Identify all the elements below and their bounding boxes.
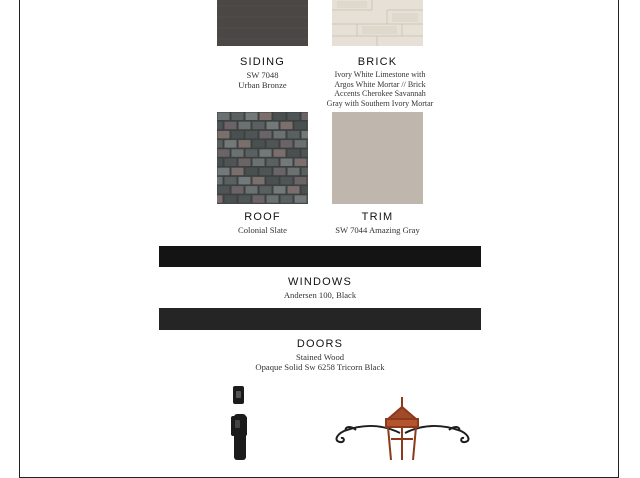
- shingle: [287, 130, 300, 139]
- shingle: [231, 112, 244, 121]
- brick-caption-line: Ivory White Limestone with: [334, 70, 426, 79]
- shingle: [231, 130, 244, 139]
- shingle: [273, 112, 286, 121]
- shingle: [294, 121, 307, 130]
- shingle: [217, 167, 230, 176]
- shingle: [238, 176, 251, 185]
- brick-caption: [300, 70, 460, 108]
- shingle: [231, 149, 244, 158]
- shingle: [245, 130, 258, 139]
- shingle: [287, 149, 300, 158]
- shingle: [245, 112, 258, 121]
- shingle: [238, 158, 251, 167]
- shingle: [224, 140, 237, 149]
- shingle: [259, 149, 272, 158]
- shingle: [301, 149, 308, 158]
- shingle: [245, 167, 258, 176]
- siding-texture: [217, 0, 308, 46]
- shingle: [238, 140, 251, 149]
- shingle: [266, 195, 279, 204]
- siding-caption-line: Urban Bronze: [238, 80, 287, 90]
- shingle: [259, 167, 272, 176]
- trim-caption-line: SW 7044 Amazing Gray: [335, 225, 420, 235]
- shingle: [273, 130, 286, 139]
- shingle: [217, 195, 223, 204]
- shingle: [245, 186, 258, 195]
- shingle: [259, 112, 272, 121]
- shingle: [217, 130, 230, 139]
- roof-title: ROOF: [244, 211, 281, 223]
- roof-caption-line: Colonial Slate: [238, 225, 287, 235]
- shingle: [301, 112, 308, 121]
- shingle: [266, 176, 279, 185]
- shingle: [217, 176, 223, 185]
- shingle: [224, 158, 237, 167]
- roof-swatch: [217, 112, 308, 204]
- shingle: [252, 195, 265, 204]
- shingle: [280, 121, 293, 130]
- shingle: [252, 176, 265, 185]
- shingle: [217, 186, 230, 195]
- shingle: [273, 186, 286, 195]
- shingle: [259, 186, 272, 195]
- brick-caption-line: Argos White Mortar // Brick: [334, 79, 426, 89]
- shingle: [266, 140, 279, 149]
- shingle: [217, 121, 223, 130]
- shingle: [280, 195, 293, 204]
- shingle: [273, 149, 286, 158]
- shingle: [224, 121, 237, 130]
- shingle: [231, 167, 244, 176]
- slate-shingle-texture: [217, 112, 308, 204]
- trim-caption: [300, 225, 455, 235]
- doors-caption-line: Opaque Solid Sw 6258 Tricorn Black: [255, 362, 385, 372]
- limestone-texture: [332, 0, 423, 46]
- shingle: [217, 149, 230, 158]
- shingle: [294, 195, 307, 204]
- shingle: [287, 186, 300, 195]
- windows-title: WINDOWS: [287, 276, 352, 288]
- shingle: [259, 130, 272, 139]
- doors-title: DOORS: [296, 338, 344, 350]
- shingle: [301, 130, 308, 139]
- trim-title: TRIM: [361, 211, 394, 223]
- shingle: [301, 186, 308, 195]
- shingle: [287, 167, 300, 176]
- shingle: [280, 158, 293, 167]
- shingle: [224, 176, 237, 185]
- siding-caption-line: SW 7048: [246, 70, 279, 80]
- shingle: [224, 195, 237, 204]
- shingle: [301, 167, 308, 176]
- doors-caption: [200, 352, 440, 372]
- brick-title: BRICK: [357, 56, 398, 68]
- shingle: [273, 167, 286, 176]
- shingle: [231, 186, 244, 195]
- shingle: [217, 158, 223, 167]
- shingle: [266, 121, 279, 130]
- shingle: [294, 176, 307, 185]
- shingle: [252, 158, 265, 167]
- shingle: [287, 112, 300, 121]
- shingle: [294, 140, 307, 149]
- brick-caption-line: Accents Cherokee Savannah: [334, 89, 426, 98]
- shingle: [238, 195, 251, 204]
- shingle: [280, 176, 293, 185]
- shingle: [266, 158, 279, 167]
- brick-swatch: [332, 0, 423, 46]
- windows-caption: [220, 290, 420, 300]
- shingle: [252, 121, 265, 130]
- shingle: [294, 158, 307, 167]
- doors-color-bar: [159, 308, 481, 330]
- shingle: [280, 140, 293, 149]
- doors-caption-line: Stained Wood: [295, 352, 345, 362]
- copper-gas-lantern-icon: [330, 395, 475, 460]
- shingle: [252, 140, 265, 149]
- shingle: [217, 140, 223, 149]
- trim-swatch: [332, 112, 423, 204]
- siding-swatch: [217, 0, 308, 46]
- windows-caption-line: Andersen 100, Black: [283, 290, 357, 300]
- shingle: [245, 149, 258, 158]
- shingle: [217, 112, 230, 121]
- siding-title: SIDING: [239, 56, 286, 68]
- brick-caption-line: Gray with Southern Ivory Mortar: [326, 98, 434, 108]
- windows-color-bar: [159, 246, 481, 267]
- door-handleset-icon: [224, 384, 260, 460]
- shingle: [238, 121, 251, 130]
